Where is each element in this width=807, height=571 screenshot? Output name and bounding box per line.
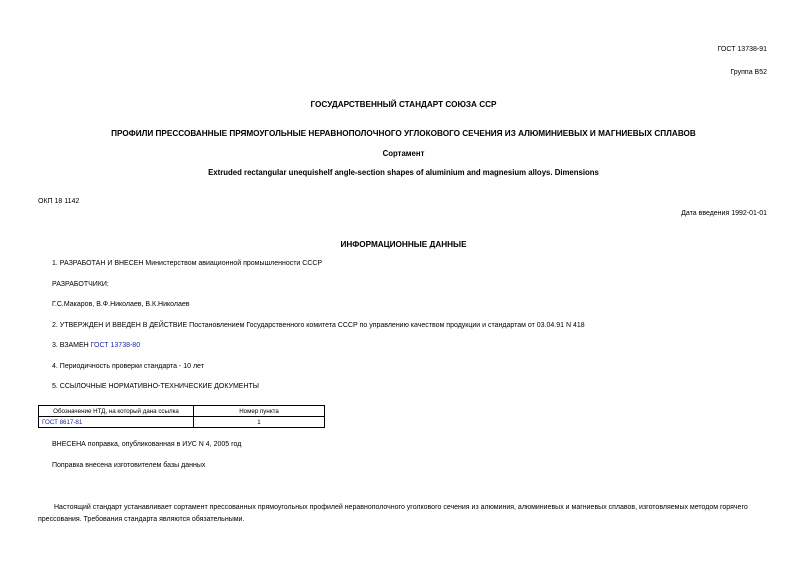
info-item-3	[52, 342, 140, 349]
column-header-document: Обозначение НТД, на который дана ссылка	[39, 406, 194, 417]
table-cell-clause: 1	[194, 417, 325, 428]
info-item-5: 5. ССЫЛОЧНЫЕ НОРМАТИВНО-ТЕХНИЧЕСКИЕ ДОКУМЕНТЫ	[52, 383, 259, 390]
referenced-standard-link[interactable]: ГОСТ 8617-81	[42, 418, 83, 426]
standard-title: ГОСУДАРСТВЕННЫЙ СТАНДАРТ СОЮЗА ССР	[310, 100, 497, 109]
table-row	[39, 417, 325, 428]
document-title: ПРОФИЛИ ПРЕССОВАННЫЕ ПРЯМОУГОЛЬНЫЕ НЕРАВНОПОЛОЧНОГО УГЛОКОВОГО СЕЧЕНИЯ ИЗ АЛЮМИНИЕВЫХ И МАГНИЕВЫХ СПЛАВОВ	[111, 129, 696, 138]
info-heading: ИНФОРМАЦИОННЫЕ ДАННЫЕ	[340, 240, 467, 249]
info-item-3-prefix: 3. ВЗАМЕН	[52, 342, 91, 349]
reference-table	[38, 405, 325, 428]
info-item-4: 4. Периодичность проверки стандарта - 10 лет	[52, 363, 204, 370]
document-group: Группа В52	[730, 69, 767, 76]
developers-label: РАЗРАБОТЧИКИ:	[52, 281, 109, 288]
okp-code: ОКП 18 1142	[38, 198, 80, 205]
document-number: ГОСТ 13738-91	[717, 46, 767, 53]
developers-list: Г.С.Макаров, В.Ф.Николаев, В.К.Николаев	[52, 301, 190, 308]
english-title: Extruded rectangular unequishelf angle-section shapes of aluminium and magnesium alloys. Dimensions	[208, 168, 599, 177]
table-cell-document	[39, 417, 194, 428]
body-paragraph: Настоящий стандарт устанавливает сортамент прессованных прямоугольных профилей неравнополочного уголкового сечения из алюминия, алюминиевых и магниевых сплавов, изготовляемых методом горячего прессования. Требования стандарта являются обязательными.	[38, 504, 748, 523]
amendment-source-note: Поправка внесена изготовителем базы данных	[52, 462, 206, 469]
amendment-note: ВНЕСЕНА поправка, опубликованная в ИУС N 4, 2005 год	[52, 441, 242, 448]
reference-table-header	[39, 406, 325, 417]
info-item-1: 1. РАЗРАБОТАН И ВНЕСЕН Министерством авиационной промышленности СССР	[52, 260, 323, 267]
document-subtitle: Сортамент	[382, 149, 425, 158]
effective-date: Дата введения 1992-01-01	[681, 210, 767, 217]
info-item-2: 2. УТВЕРЖДЕН И ВВЕДЕН В ДЕЙСТВИЕ Постановлением Государственного комитета СССР по управлению качеством продукции и стандартам от 03.04.91 N 418	[52, 322, 585, 329]
replaced-standard-link[interactable]: ГОСТ 13738-80	[90, 342, 141, 349]
column-header-clause: Номер пункта	[194, 406, 325, 417]
